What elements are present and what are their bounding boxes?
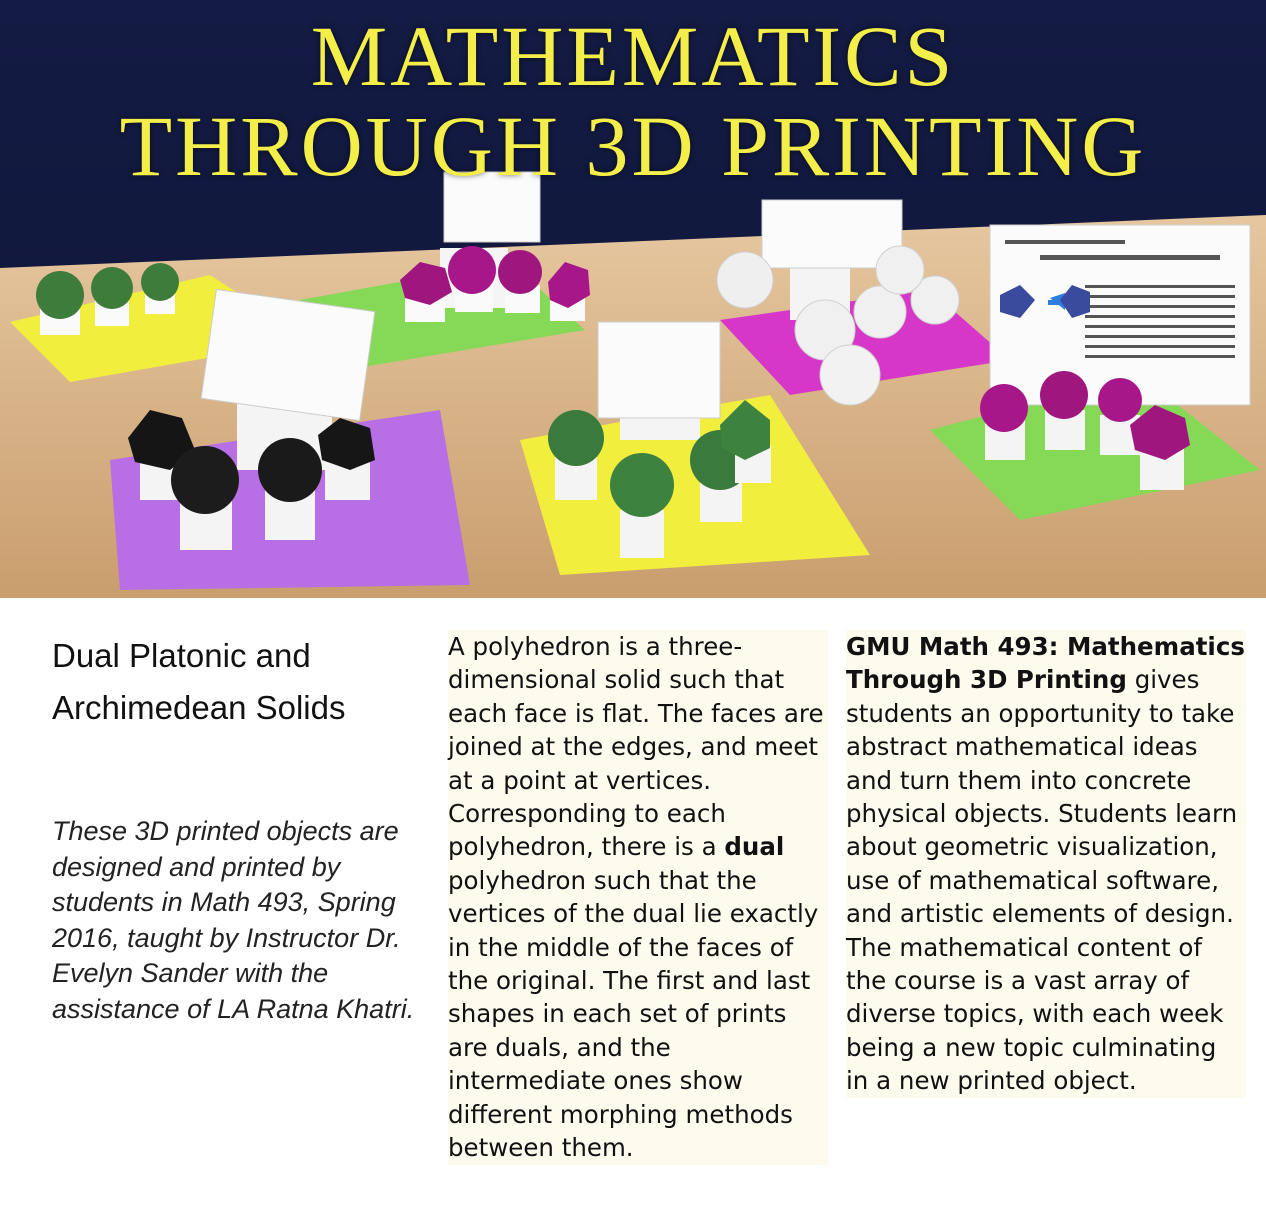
hero-title-line1: MATHEMATICS (310, 8, 956, 104)
section-heading-line2: Archimedean Solids (52, 689, 346, 726)
left-column (52, 630, 422, 1027)
description-part2: polyhedron such that the vertices of the dual lie exactly in the middle of the faces of the original. The first and last shapes in each set of prints are duals, and the intermediate ones show different morphing methods between them. (448, 865, 819, 1163)
hero-title-line2: THROUGH 3D PRINTING (119, 98, 1147, 194)
description-part1: A polyhedron is a three-dimensional solid such that each face is flat. The faces are joined at the edges, and meet at a point at vertices. Corresponding to each polyhedron, there is a (448, 632, 824, 862)
course-description-text: gives students an opportunity to take abstract mathematical ideas and turn them into concrete physical objects. Students learn about geometric visualization, use of mathematical software, and artistic elements of design. The mathematical content of the course is a vast array of diverse topics, with each week being a new topic culminating in a new printed object. (846, 665, 1238, 1096)
section-heading (52, 630, 422, 734)
info-card (201, 289, 375, 420)
info-card (598, 322, 720, 418)
middle-column (448, 630, 828, 1165)
photo-caption: These 3D printed objects are designed and printed by students in Math 493, Spring 2016, taught by Instructor Dr. Evelyn Sander with the assistance of LA Ratna Khatri. (52, 816, 415, 1024)
dual-term: dual (724, 832, 785, 862)
course-title: GMU Math 493: Mathematics Through 3D Printing (846, 632, 1245, 695)
hero-photo (0, 0, 1266, 598)
polyhedron-description (448, 630, 828, 1165)
section-heading-line1: Dual Platonic and (52, 637, 311, 674)
right-column (846, 630, 1246, 1098)
course-description (846, 630, 1246, 1098)
